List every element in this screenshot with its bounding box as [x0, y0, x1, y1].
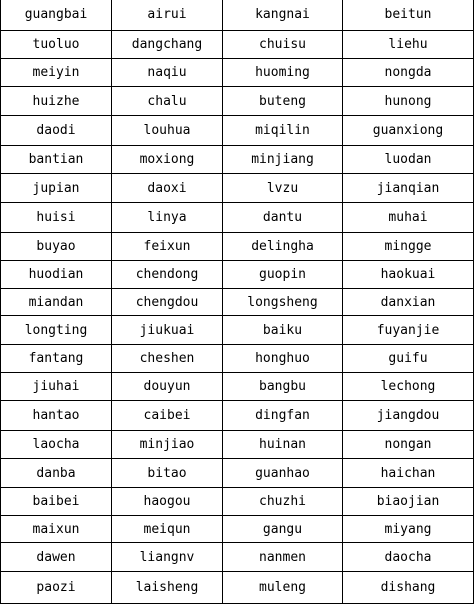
table-cell: nanmen — [223, 543, 343, 572]
table-cell: luodan — [343, 146, 474, 174]
table-row — [1, 233, 474, 261]
table-cell: naqiu — [112, 59, 223, 87]
table-cell: baiku — [223, 316, 343, 345]
word-table-body — [1, 0, 474, 604]
table-cell: liehu — [343, 31, 474, 59]
table-cell: biaojian — [343, 488, 474, 516]
table-cell: bangbu — [223, 373, 343, 401]
table-cell: miandan — [1, 289, 112, 316]
table-cell: muleng — [223, 572, 343, 604]
table-row — [1, 146, 474, 174]
table-cell: buyao — [1, 233, 112, 261]
table-cell: dishang — [343, 572, 474, 604]
table-row — [1, 316, 474, 345]
table-cell: guanhao — [223, 459, 343, 488]
table-cell: jiangdou — [343, 401, 474, 431]
table-cell: dantu — [223, 203, 343, 233]
table-row — [1, 401, 474, 431]
table-cell: buteng — [223, 87, 343, 116]
table-cell: miqilin — [223, 116, 343, 146]
table-row — [1, 0, 474, 31]
table-cell: cheshen — [112, 345, 223, 373]
table-cell: paozi — [1, 572, 112, 604]
table-cell: haogou — [112, 488, 223, 516]
table-cell: guangbai — [1, 0, 112, 31]
table-row — [1, 373, 474, 401]
table-row — [1, 116, 474, 146]
table-cell: laisheng — [112, 572, 223, 604]
table-cell: nongda — [343, 59, 474, 87]
table-cell: fuyanjie — [343, 316, 474, 345]
table-cell: delingha — [223, 233, 343, 261]
table-cell: jiukuai — [112, 316, 223, 345]
table-cell: hantao — [1, 401, 112, 431]
table-cell: lvzu — [223, 174, 343, 203]
table-row — [1, 516, 474, 543]
table-row — [1, 345, 474, 373]
table-row — [1, 459, 474, 488]
table-cell: minjiao — [112, 431, 223, 459]
table-row — [1, 431, 474, 459]
table-cell: fantang — [1, 345, 112, 373]
table-cell: daoxi — [112, 174, 223, 203]
table-cell: maixun — [1, 516, 112, 543]
table-cell: dawen — [1, 543, 112, 572]
table-cell: haichan — [343, 459, 474, 488]
table-cell: bantian — [1, 146, 112, 174]
table-row — [1, 289, 474, 316]
table-cell: chuisu — [223, 31, 343, 59]
table-cell: laocha — [1, 431, 112, 459]
table-cell: miyang — [343, 516, 474, 543]
table-cell: jiuhai — [1, 373, 112, 401]
table-cell: hunong — [343, 87, 474, 116]
table-cell: longsheng — [223, 289, 343, 316]
table-cell: guifu — [343, 345, 474, 373]
table-cell: daocha — [343, 543, 474, 572]
table-cell: chendong — [112, 261, 223, 289]
table-cell: douyun — [112, 373, 223, 401]
table-cell: meiqun — [112, 516, 223, 543]
table-cell: dangchang — [112, 31, 223, 59]
table-cell: huisi — [1, 203, 112, 233]
table-cell: jupian — [1, 174, 112, 203]
table-cell: chalu — [112, 87, 223, 116]
table-cell: caibei — [112, 401, 223, 431]
table-cell: liangnv — [112, 543, 223, 572]
table-cell: airui — [112, 0, 223, 31]
table-cell: minjiang — [223, 146, 343, 174]
table-cell: danba — [1, 459, 112, 488]
table-cell: nongan — [343, 431, 474, 459]
table-cell: meiyin — [1, 59, 112, 87]
table-cell: huinan — [223, 431, 343, 459]
table-row — [1, 203, 474, 233]
table-cell: huodian — [1, 261, 112, 289]
table-cell: dingfan — [223, 401, 343, 431]
table-cell: mingge — [343, 233, 474, 261]
table-cell: tuoluo — [1, 31, 112, 59]
table-cell: feixun — [112, 233, 223, 261]
table-row — [1, 59, 474, 87]
table-cell: jianqian — [343, 174, 474, 203]
table-cell: longting — [1, 316, 112, 345]
table-cell: huizhe — [1, 87, 112, 116]
table-cell: guanxiong — [343, 116, 474, 146]
table-cell: baibei — [1, 488, 112, 516]
table-cell: guopin — [223, 261, 343, 289]
table-cell: bitao — [112, 459, 223, 488]
table-cell: chuzhi — [223, 488, 343, 516]
table-cell: gangu — [223, 516, 343, 543]
table-cell: lechong — [343, 373, 474, 401]
table-row — [1, 261, 474, 289]
table-row — [1, 31, 474, 59]
table-cell: louhua — [112, 116, 223, 146]
table-cell: beitun — [343, 0, 474, 31]
table-cell: muhai — [343, 203, 474, 233]
table-cell: honghuo — [223, 345, 343, 373]
table-cell: daodi — [1, 116, 112, 146]
table-cell: kangnai — [223, 0, 343, 31]
table-row — [1, 572, 474, 604]
table-cell: linya — [112, 203, 223, 233]
table-cell: danxian — [343, 289, 474, 316]
table-cell: moxiong — [112, 146, 223, 174]
table-row — [1, 87, 474, 116]
table-row — [1, 174, 474, 203]
table-row — [1, 488, 474, 516]
table-cell: huoming — [223, 59, 343, 87]
table-cell: chengdou — [112, 289, 223, 316]
table-cell: haokuai — [343, 261, 474, 289]
table-row — [1, 543, 474, 572]
